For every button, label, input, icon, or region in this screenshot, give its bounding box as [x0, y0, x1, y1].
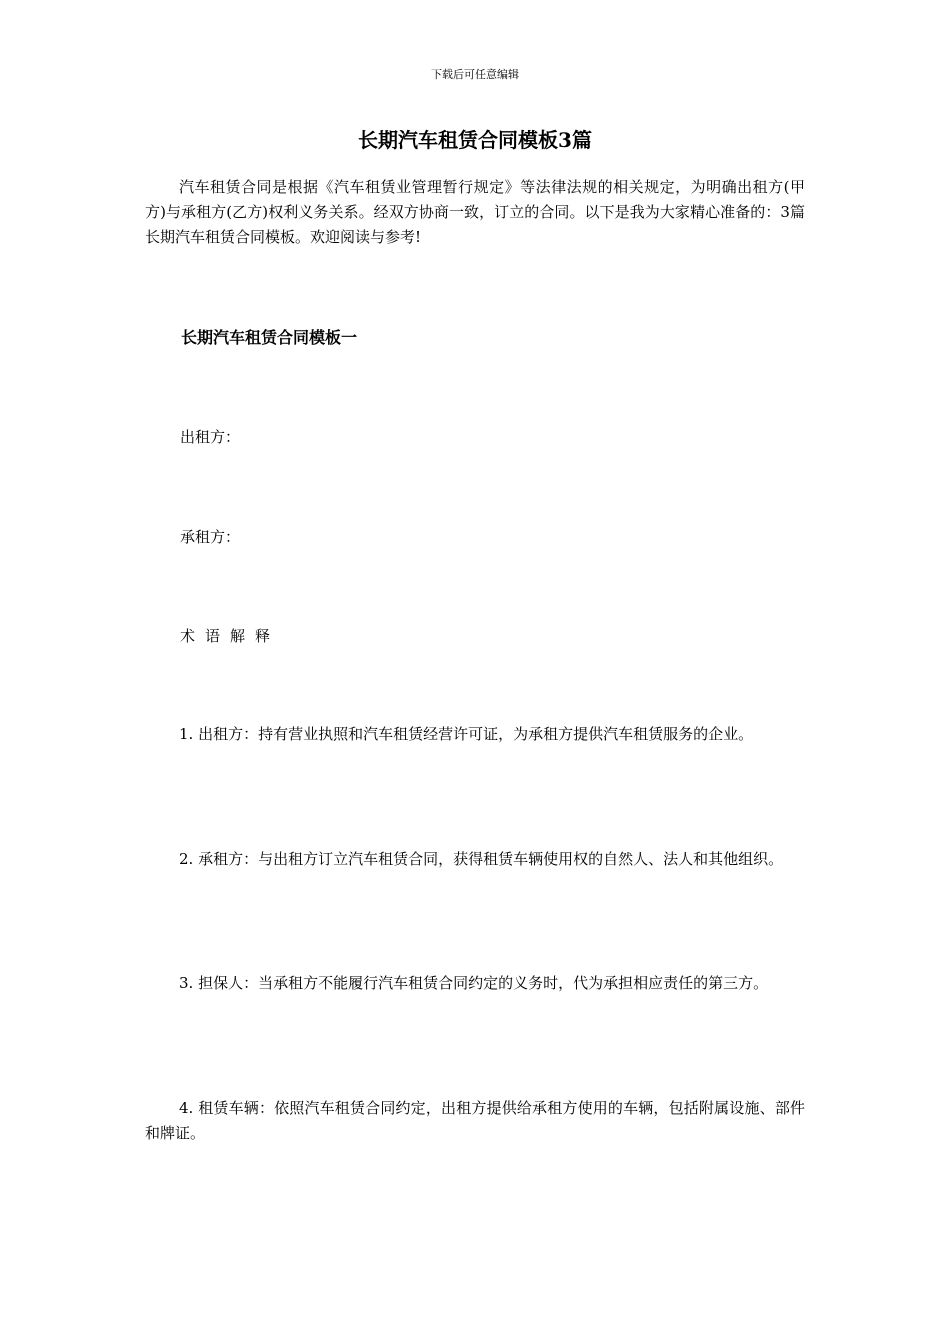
term-item: 1. 出租方：持有营业执照和汽车租赁经营许可证，为承租方提供汽车租赁服务的企业。 — [179, 725, 754, 743]
term-item: 3. 担保人：当承租方不能履行汽车租赁合同约定的义务时，代为承担相应责任的第三方。 — [179, 974, 769, 992]
lessee-label: 承租方： — [180, 528, 241, 546]
header-note: 下载后可任意编辑 — [431, 68, 519, 81]
term-item: 4. 租赁车辆：依照汽车租赁合同约定，出租方提供给承租方使用的车辆，包括附属设施、部件和牌证。 — [145, 1099, 805, 1142]
section-heading: 长期汽车租赁合同模板一 — [181, 328, 358, 347]
document-title: 长期汽车租赁合同模板3篇 — [358, 128, 592, 152]
lessor-label: 出租方： — [180, 428, 241, 446]
term-item: 2. 承租方：与出租方订立汽车租赁合同，获得租赁车辆使用权的自然人、法人和其他组织。 — [179, 850, 784, 868]
terms-title: 术语解释 — [180, 627, 281, 645]
intro-paragraph: 汽车租赁合同是根据《汽车租赁业管理暂行规定》等法律法规的相关规定，为明确出租方(甲方)与承租方(乙方)权利义务关系。经双方协商一致，订立的合同。以下是我为大家精心准备的：3篇长期汽车租赁合同模板。欢迎阅读与参考! — [145, 178, 805, 246]
